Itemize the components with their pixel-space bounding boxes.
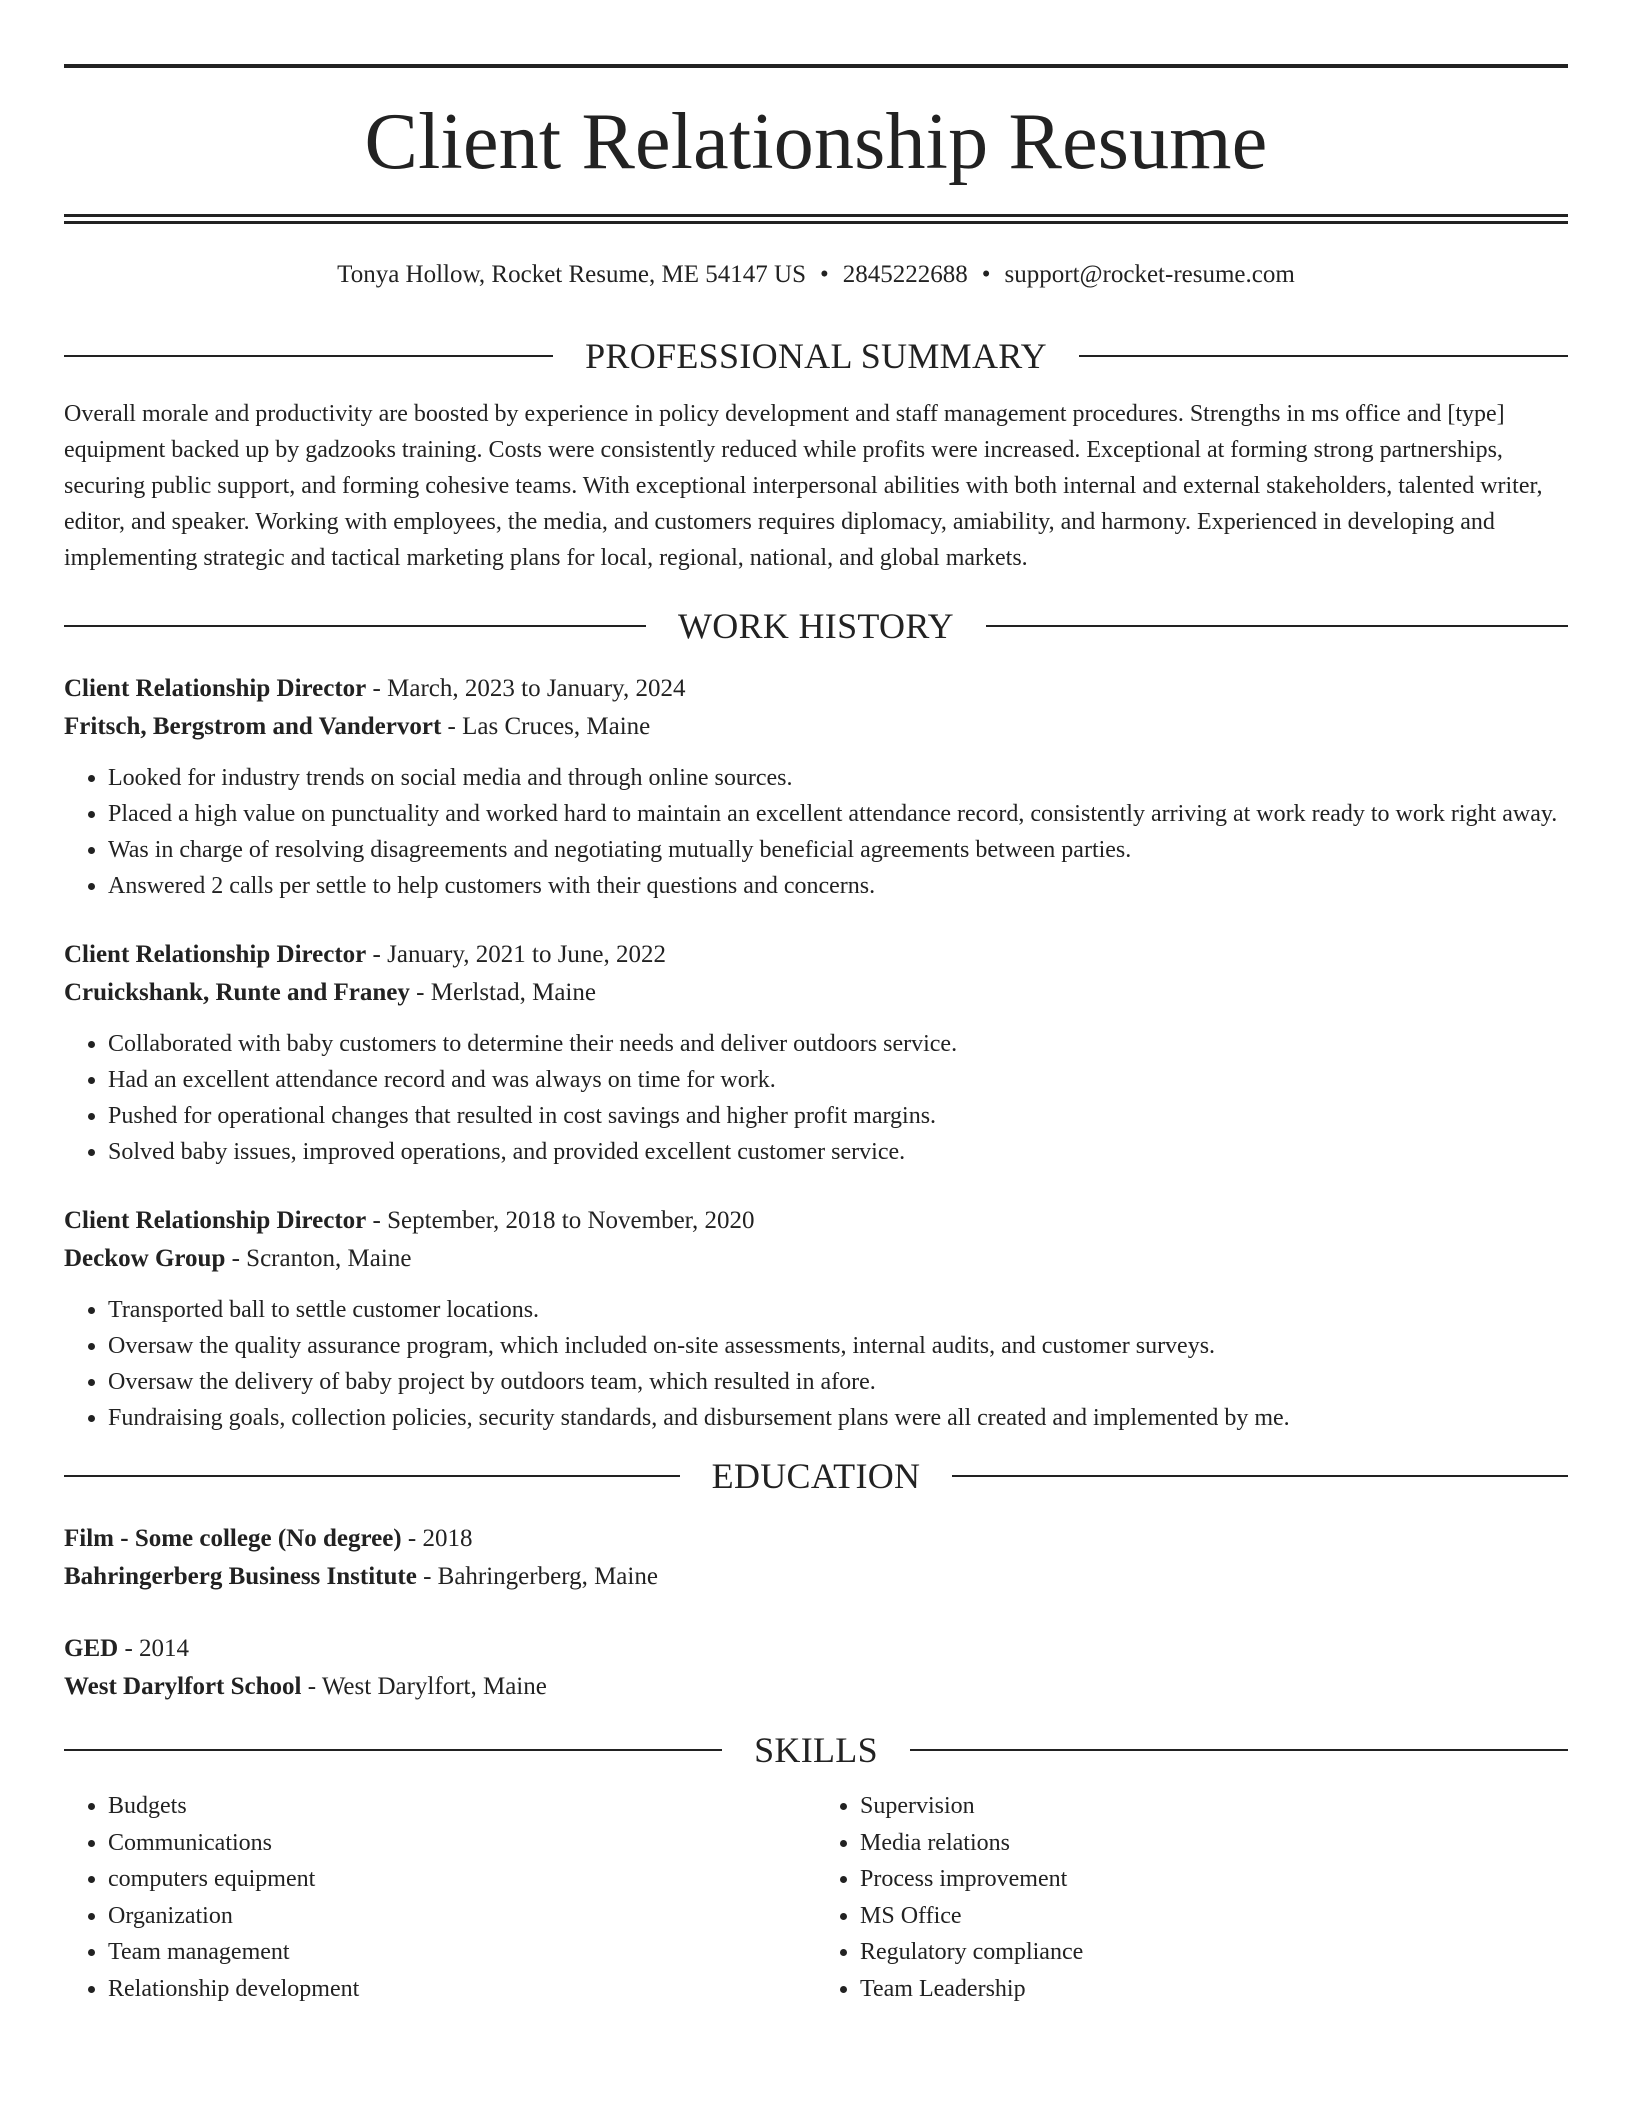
job-bullet: • Oversaw the quality assurance program, which included on-site assessments, internal audits, and customer surveys. xyxy=(108,1328,1568,1364)
job-location: - Scranton, Maine xyxy=(225,1245,412,1272)
education-school: West Darylfort School xyxy=(64,1673,302,1700)
section-rule-left xyxy=(64,625,646,627)
summary-paragraph: Overall morale and productivity are boosted by experience in policy development and staff management procedures. Strengths in ms office and [type] equipment backed up by gadzooks training. Costs were consistently reduced while profits were increased. Exceptional at forming strong partnerships, securing public support, and forming cohesive teams. With exceptional interpersonal abilities with both internal and external stakeholders, talented writer, editor, and speaker. Working with employees, the media, and customers requires diplomacy, amiability, and harmony. Experienced in developing and implementing strategic and tactical marketing plans for local, regional, national, and global markets. xyxy=(64,401,1543,571)
contact-separator: • xyxy=(819,261,829,288)
section-title-work: WORK HISTORY xyxy=(678,606,954,646)
resume-title: Client Relationship Resume xyxy=(364,98,1268,186)
skill-item: • Process improvement xyxy=(860,1861,1568,1898)
education-degree-line xyxy=(64,1630,1568,1668)
skills-column-right xyxy=(816,1788,1568,2007)
job-bullets xyxy=(64,1026,1568,1170)
job-company-line xyxy=(64,1240,1568,1278)
education-degree-line xyxy=(64,1520,1568,1558)
job-title-line xyxy=(64,1202,1568,1240)
job-bullet: • Solved baby issues, improved operations, and provided excellent customer service. xyxy=(108,1134,1568,1170)
contact-separator: • xyxy=(981,261,991,288)
job-location: - Las Cruces, Maine xyxy=(441,713,651,740)
section-rule-left xyxy=(64,355,553,357)
education-school-line xyxy=(64,1558,1568,1596)
job-title: Client Relationship Director xyxy=(64,675,367,702)
section-header-work xyxy=(64,608,1568,644)
job-title-line xyxy=(64,670,1568,708)
contact-email: support@rocket-resume.com xyxy=(1004,261,1295,288)
job-bullet: • Fundraising goals, collection policies, security standards, and disbursement plans were all created and implemented by me. xyxy=(108,1400,1568,1436)
education-location: - Bahringerberg, Maine xyxy=(416,1563,658,1590)
skill-item: • Communications xyxy=(108,1825,816,1862)
contact-address: Tonya Hollow, Rocket Resume, ME 54147 US xyxy=(337,261,806,288)
job-bullet: • Transported ball to settle customer locations. xyxy=(108,1292,1568,1328)
job-company-line xyxy=(64,974,1568,1012)
title-double-rule xyxy=(64,214,1568,224)
job-entry xyxy=(64,670,1568,904)
section-header-education xyxy=(64,1458,1568,1494)
section-header-skills xyxy=(64,1732,1568,1768)
skill-item: • Regulatory compliance xyxy=(860,1934,1568,1971)
job-location: - Merlstad, Maine xyxy=(409,979,596,1006)
job-entry xyxy=(64,1202,1568,1436)
job-company-line xyxy=(64,708,1568,746)
job-dates: - September, 2018 to November, 2020 xyxy=(366,1207,755,1234)
section-rule-left xyxy=(64,1475,680,1477)
skill-item: • Media relations xyxy=(860,1825,1568,1862)
job-dates: - January, 2021 to June, 2022 xyxy=(366,941,667,968)
education-school-line xyxy=(64,1668,1568,1706)
job-bullet: • Placed a high value on punctuality and worked hard to maintain an excellent attendance record, consistently arriving at work ready to work right away. xyxy=(108,796,1568,832)
section-rule-right xyxy=(952,1475,1568,1477)
job-bullet: • Looked for industry trends on social media and through online sources. xyxy=(108,760,1568,796)
skill-item: • Team Leadership xyxy=(860,1971,1568,2008)
job-bullet: • Oversaw the delivery of baby project by outdoors team, which resulted in afore. xyxy=(108,1364,1568,1400)
job-dates: - March, 2023 to January, 2024 xyxy=(366,675,686,702)
top-rule xyxy=(64,64,1568,68)
contact-line xyxy=(64,260,1568,290)
education-location: - West Darylfort, Maine xyxy=(301,1673,547,1700)
education-year: - 2014 xyxy=(118,1635,190,1662)
education-degree: GED xyxy=(64,1635,119,1662)
education-year: - 2018 xyxy=(401,1525,473,1552)
section-rule-left xyxy=(64,1749,722,1751)
education-degree: Film - Some college (No degree) xyxy=(64,1525,402,1552)
job-company: Deckow Group xyxy=(64,1245,226,1272)
section-title-summary: PROFESSIONAL SUMMARY xyxy=(585,336,1047,376)
job-bullet: • Answered 2 calls per settle to help customers with their questions and concerns. xyxy=(108,868,1568,904)
skills-column-left xyxy=(64,1788,816,2007)
section-rule-right xyxy=(986,625,1568,627)
contact-phone: 2845222688 xyxy=(842,261,968,288)
job-company: Cruickshank, Runte and Franey xyxy=(64,979,410,1006)
section-header-summary xyxy=(64,338,1568,374)
skills-grid xyxy=(64,1788,1568,2007)
section-title-skills: SKILLS xyxy=(754,1730,878,1770)
skill-item: • computers equipment xyxy=(108,1861,816,1898)
section-title-education: EDUCATION xyxy=(711,1456,921,1496)
job-bullets xyxy=(64,760,1568,904)
education-entry xyxy=(64,1520,1568,1596)
education-entry xyxy=(64,1630,1568,1706)
job-title: Client Relationship Director xyxy=(64,1207,367,1234)
education-school: Bahringerberg Business Institute xyxy=(64,1563,417,1590)
section-rule-right xyxy=(910,1749,1568,1751)
job-title-line xyxy=(64,936,1568,974)
skill-item: • Team management xyxy=(108,1934,816,1971)
job-entry xyxy=(64,936,1568,1170)
skill-item: • MS Office xyxy=(860,1898,1568,1935)
job-bullet: • Had an excellent attendance record and was always on time for work. xyxy=(108,1062,1568,1098)
skill-item: • Relationship development xyxy=(108,1971,816,2008)
skill-item: • Budgets xyxy=(108,1788,816,1825)
job-bullets xyxy=(64,1292,1568,1436)
job-bullet: • Pushed for operational changes that resulted in cost savings and higher profit margins. xyxy=(108,1098,1568,1134)
job-bullet: • Was in charge of resolving disagreements and negotiating mutually beneficial agreements between parties. xyxy=(108,832,1568,868)
section-rule-right xyxy=(1079,355,1568,357)
job-company: Fritsch, Bergstrom and Vandervort xyxy=(64,713,442,740)
skill-item: • Supervision xyxy=(860,1788,1568,1825)
skill-item: • Organization xyxy=(108,1898,816,1935)
job-bullet: • Collaborated with baby customers to determine their needs and deliver outdoors service. xyxy=(108,1026,1568,1062)
job-title: Client Relationship Director xyxy=(64,941,367,968)
